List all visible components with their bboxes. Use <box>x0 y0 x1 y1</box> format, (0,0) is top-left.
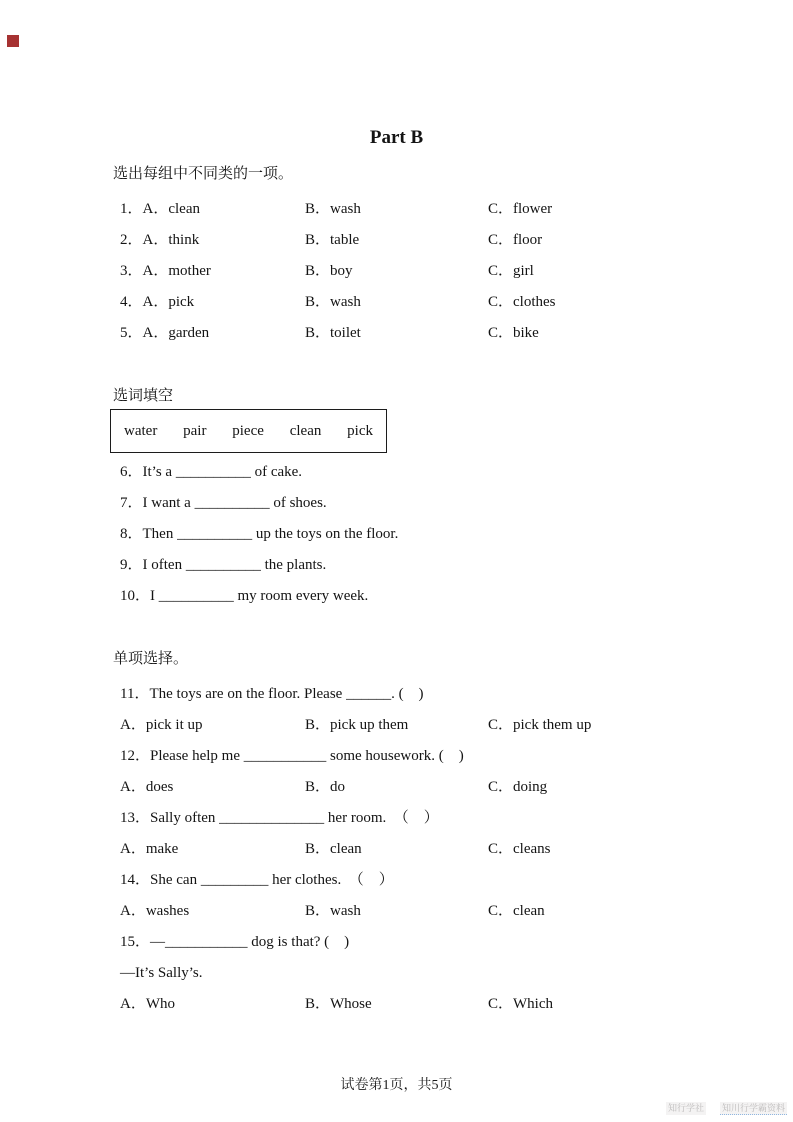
odd-one-out-questions <box>113 194 733 349</box>
question-number: 14． <box>120 872 151 888</box>
option-a-text: pick it up <box>145 717 203 733</box>
option-label-a: A． <box>142 294 169 310</box>
mc-question-14-options <box>113 896 733 927</box>
word-bank-item: water <box>124 422 158 439</box>
option-label-c: C． <box>488 232 514 248</box>
watermark <box>666 1102 787 1115</box>
option-label-c: C． <box>488 779 514 795</box>
question-number: 3． <box>120 263 143 279</box>
red-marker <box>7 35 19 47</box>
option-a-text: think <box>168 232 200 248</box>
option-label-c: C． <box>488 325 514 341</box>
odd-one-out-question-3 <box>113 256 733 287</box>
question-number: 7． <box>120 495 143 511</box>
sentence-text: I often __________ the plants. <box>142 557 327 573</box>
page-title: Part B <box>369 127 424 148</box>
word-bank-item: pick <box>347 422 373 439</box>
option-label-b: B． <box>305 717 331 733</box>
mc-question-12-stem <box>113 741 733 772</box>
question-number: 8． <box>120 526 143 542</box>
option-b-text: wash <box>330 201 361 217</box>
sentence-text: Then __________ up the toys on the floor. <box>142 526 399 542</box>
option-b-text: wash <box>330 903 361 919</box>
question-stem: —___________ dog is that? ( ) <box>150 934 350 950</box>
question-number: 12． <box>120 748 151 764</box>
mc-question-15-stem <box>113 927 733 958</box>
option-b-text: do <box>330 779 346 795</box>
question-stem: She can _________ her clothes. （ ） <box>150 872 394 888</box>
word-bank-item: pair <box>183 422 207 439</box>
option-label-b: B． <box>305 294 331 310</box>
question-stem: The toys are on the floor. Please ______. ( ) <box>149 686 424 702</box>
page-footer: 试卷第1页，共5页 <box>340 1078 453 1093</box>
question-number: 11． <box>120 686 150 702</box>
option-b-text: Whose <box>330 996 372 1012</box>
word-bank-item: piece <box>232 422 264 439</box>
option-label-c: C． <box>488 263 514 279</box>
odd-one-out-question-5 <box>113 318 733 349</box>
option-label-b: B． <box>305 841 331 857</box>
option-c-text: clothes <box>513 294 556 310</box>
option-label-c: C． <box>488 717 514 733</box>
option-a-text: Who <box>145 996 176 1012</box>
option-label-c: C． <box>488 903 514 919</box>
question-stem: Sally often ______________ her room. （ ） <box>150 810 439 826</box>
mc-question-14-stem <box>113 865 733 896</box>
word-bank-box <box>110 409 387 453</box>
question-number: 4． <box>120 294 143 310</box>
mc-question-13-stem <box>113 803 733 834</box>
mc-question-11-stem <box>113 679 733 710</box>
option-label-c: C． <box>488 201 514 217</box>
option-label-b: B． <box>305 263 331 279</box>
option-label-a: A． <box>120 996 146 1012</box>
section-multiple-choice-instruction: 单项选择。 <box>113 651 189 667</box>
multiple-choice-questions <box>113 679 733 1020</box>
option-label-b: B． <box>305 779 331 795</box>
question-number: 13． <box>120 810 151 826</box>
option-label-b: B． <box>305 996 331 1012</box>
mc-question-15-answer-line <box>113 958 733 989</box>
option-label-a: A． <box>142 232 169 248</box>
option-b-text: wash <box>330 294 361 310</box>
odd-one-out-question-4 <box>113 287 733 318</box>
sentence-text: It’s a __________ of cake. <box>142 464 303 480</box>
question-number: 2． <box>120 232 143 248</box>
option-a-text: washes <box>145 903 190 919</box>
fill-blank-sentence-8 <box>113 519 733 550</box>
option-label-a: A． <box>120 779 146 795</box>
option-a-text: clean <box>168 201 200 217</box>
option-b-text: boy <box>330 263 353 279</box>
option-label-c: C． <box>488 996 514 1012</box>
word-bank-item: clean <box>289 422 322 439</box>
question-stem-reply: —It’s Sally’s. <box>120 965 203 981</box>
paper-content <box>113 163 733 1020</box>
fill-blank-sentence-9 <box>113 550 733 581</box>
watermark-right-text: 知川行学霸资料 <box>721 1103 785 1113</box>
option-c-text: floor <box>513 232 543 248</box>
option-label-c: C． <box>488 841 514 857</box>
question-stem: Please help me ___________ some housework. ( ) <box>150 748 464 764</box>
sentence-text: I want a __________ of shoes. <box>142 495 327 511</box>
option-label-a: A． <box>142 201 169 217</box>
question-number: 6． <box>120 464 143 480</box>
option-b-text: clean <box>330 841 362 857</box>
mc-question-12-options <box>113 772 733 803</box>
option-c-text: Which <box>513 996 553 1012</box>
option-a-text: mother <box>168 263 211 279</box>
section-fill-blanks-instruction: 选词填空 <box>113 388 174 404</box>
question-number: 5． <box>120 325 143 341</box>
question-number: 15． <box>120 934 151 950</box>
odd-one-out-question-1 <box>113 194 733 225</box>
fill-blank-sentence-10 <box>113 581 733 612</box>
option-c-text: flower <box>513 201 553 217</box>
option-label-b: B． <box>305 232 331 248</box>
option-a-text: make <box>145 841 179 857</box>
mc-question-15-options <box>113 989 733 1020</box>
option-label-a: A． <box>142 325 169 341</box>
option-label-b: B． <box>305 201 331 217</box>
mc-question-11-options <box>113 710 733 741</box>
fill-blank-sentence-7 <box>113 488 733 519</box>
option-c-text: clean <box>513 903 545 919</box>
option-c-text: bike <box>513 325 539 341</box>
question-number: 1． <box>120 201 143 217</box>
option-b-text: toilet <box>330 325 361 341</box>
option-b-text: table <box>330 232 360 248</box>
watermark-left-text: 知行学社 <box>667 1103 704 1113</box>
option-a-text: does <box>145 779 174 795</box>
option-c-text: doing <box>513 779 548 795</box>
mc-question-13-options <box>113 834 733 865</box>
option-label-a: A． <box>120 903 146 919</box>
option-label-b: B． <box>305 903 331 919</box>
fill-blank-sentence-6 <box>113 457 733 488</box>
option-a-text: pick <box>168 294 195 310</box>
fill-blank-sentences <box>113 457 733 612</box>
option-b-text: pick up them <box>330 717 409 733</box>
odd-one-out-question-2 <box>113 225 733 256</box>
option-label-a: A． <box>120 841 146 857</box>
section-odd-one-out-instruction: 选出每组中不同类的一项。 <box>113 166 294 182</box>
question-number: 9． <box>120 557 143 573</box>
option-label-c: C． <box>488 294 514 310</box>
option-c-text: girl <box>513 263 534 279</box>
option-c-text: pick them up <box>513 717 592 733</box>
option-c-text: cleans <box>513 841 551 857</box>
question-number: 10． <box>120 588 151 604</box>
option-label-a: A． <box>120 717 146 733</box>
option-label-a: A． <box>142 263 169 279</box>
option-label-b: B． <box>305 325 331 341</box>
sentence-text: I __________ my room every week. <box>150 588 369 604</box>
option-a-text: garden <box>168 325 210 341</box>
